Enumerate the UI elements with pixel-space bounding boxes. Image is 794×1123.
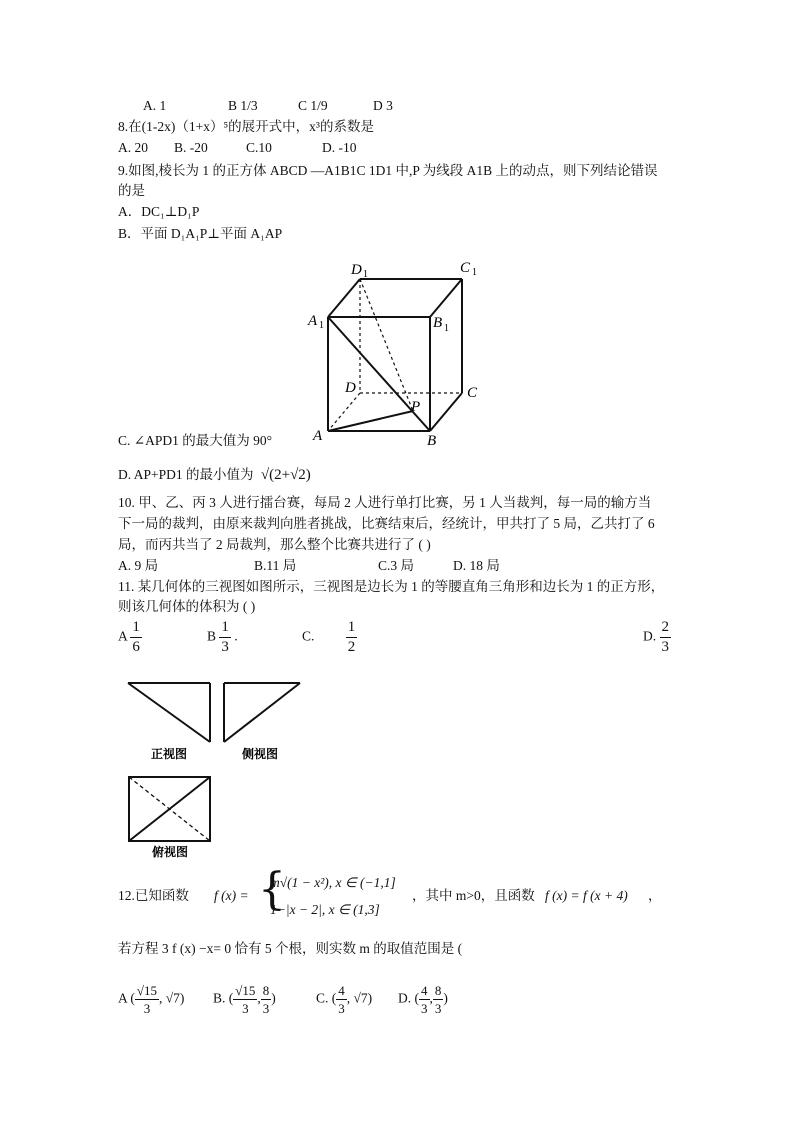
q11-option-d-label: D. [643,628,657,644]
q12-option-d-fraction1: $\frac{4}{3}$ [421,983,428,1016]
q11-option-c [302,620,357,655]
label-d1-sub: 1 [363,269,368,280]
q11-option-a-label: A [118,628,128,644]
q11-option-a [118,620,142,655]
q10-line1: 10. 甲、乙、丙 3 人进行擂台赛，每局 2 人进行单打比赛，另 1 人当裁判，每一局的输方当 [118,495,652,510]
q12-option-c: C. ( $\frac{4}{3}$ , √7) [316,983,373,1016]
q12-option-a-fraction: $\frac{√15}{3}$ [136,983,158,1016]
q11-option-b-fraction: $\frac{1}{3}$ [221,619,229,655]
q11-option-a-fraction: $\frac{1}{6}$ [132,619,140,655]
q10-line2: 下一局的裁判，由原来裁判向胜者挑战，比赛结束后，经统计，甲共打了 5 局，乙共打了 6 [118,516,655,531]
q12-option-d-fraction2: $\frac{8}{3}$ [434,983,442,1016]
q11-line1: 11. 某几何体的三视图如图所示，三视图是边长为 1 的等腰直角三角形和边长为 1 的正方形， [118,579,665,594]
q9-option-b: B．平面 D₁A₁P⊥平面 A₁AP [118,226,283,241]
q8-option-a: A. 20 [118,140,148,155]
label-c1: C [460,260,471,276]
label-a1: A [308,313,318,329]
label-a1-sub: 1 [319,320,324,331]
label-b: B [427,433,437,449]
q9-option-d-prefix: D. AP+PD1 的最小值为 [118,467,254,482]
q9-option-a: A．DC₁⊥D₁P [118,204,200,219]
q12-cond-expr: f (x) = f (x + 4) [545,888,628,903]
q9-option-d [118,466,311,484]
q12-option-b: B. ( $\frac{√15}{3}$ , $\frac{8}{3}$ ) [213,983,276,1016]
q12-cond-text: ，其中 m>0，且函数 [412,888,535,903]
q10-option-b: B.11 局 [254,558,297,573]
q7-option-d: D 3 [373,98,393,113]
q12-prefix: 12.已知函数 [118,888,189,903]
view-top-label: 俯视图 [152,845,189,859]
q9-stem-line2: 的是 [118,183,145,198]
q10-option-c: C.3 局 [378,558,415,573]
q12-cond-end: ， [648,888,662,903]
q12-option-b-fraction1: $\frac{√15}{3}$ [235,983,256,1016]
q8-option-d: D. -10 [322,140,357,155]
q12-option-c-fraction: $\frac{4}{3}$ [338,983,345,1016]
q9-option-d-expr: √(2+√2) [260,467,311,483]
three-views-figure [120,676,310,860]
q12-brace: { [258,864,286,915]
view-side-label: 侧视图 [242,747,279,761]
q11-option-d [643,620,671,655]
q12-option-b-fraction2: $\frac{8}{3}$ [262,983,270,1016]
cube-figure [305,255,495,450]
label-b1-sub: 1 [444,323,449,334]
q11-option-b: B $\frac{1}{3}$ . [207,619,238,655]
q7-option-b: B 1/3 [228,98,258,113]
q12-line2: 若方程 3 f (x) −x= 0 恰有 5 个根，则实数 m 的取值范围是 ( [118,941,463,956]
q10-option-a: A. 9 局 [118,558,159,573]
q7-option-c: C 1/9 [298,98,328,113]
label-d1: D [351,262,362,278]
q11-option-c-label: C. [302,628,315,644]
label-c1-sub: 1 [472,267,477,278]
q12-case1: m√(1 − x²), x ∈ (−1,1] [270,875,396,890]
q12-option-d: D. ( $\frac{4}{3}$ , $\frac{8}{3}$ ) [398,983,448,1016]
q11-option-b-label: B [207,628,217,644]
label-p: P [411,399,421,415]
q10-option-d: D. 18 局 [453,558,500,573]
q10-line3: 局，而丙共当了 2 局裁判，那么整个比赛共进行了 ( ) [118,537,431,552]
q7-option-a: A. 1 [143,98,167,113]
label-a: A [313,428,323,444]
q12-case2: 1−|x − 2|, x ∈ (1,3] [270,902,380,917]
q11-option-c-fraction: $\frac{1}{2}$ [347,619,356,655]
q9-stem-line1: 9.如图,棱长为 1 的正方体 ABCD —A1B1C 1D1 中,P 为线段 A1B 上的动点，则下列结论错误 [118,163,658,178]
label-b1: B [433,315,443,331]
label-c: C [467,385,478,401]
label-d: D [345,380,356,396]
q11-line2: 则该几何体的体积为 ( ) [118,599,256,614]
q12-f-lhs: f (x) = [214,888,249,903]
q11-option-d-fraction: $\frac{2}{3}$ [661,619,669,655]
q12-option-a: A ( $\frac{√15}{3}$ , √7) [118,983,185,1016]
q8-option-c: C.10 [246,140,272,155]
view-front-label: 正视图 [151,747,188,761]
q8-stem: 8.在(1-2x)（1+x）⁵的展开式中，x³的系数是 [118,119,374,134]
q9-option-c: C. ∠APD1 的最大值为 90° [118,433,272,448]
q8-option-b: B. -20 [174,140,208,155]
